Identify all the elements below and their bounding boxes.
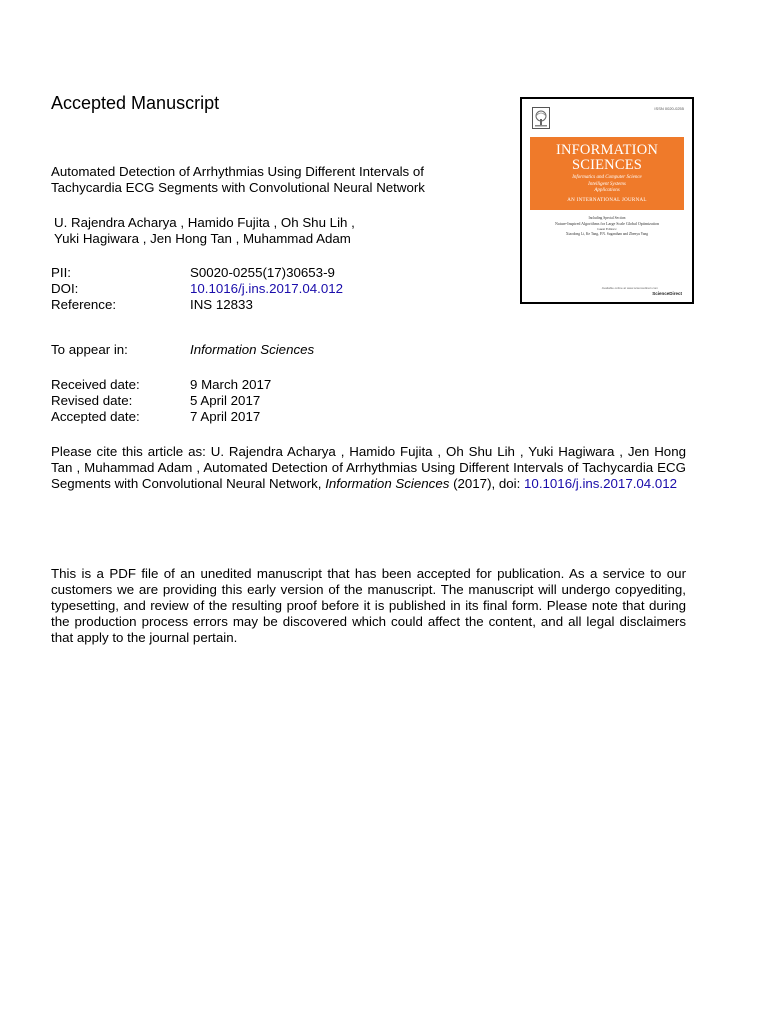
authors-line-2: Yuki Hagiwara , Jen Hong Tan , Muhammad Adam [54, 231, 351, 246]
appear-row [0, 342, 700, 358]
accepted-value: 7 April 2017 [190, 409, 261, 424]
sciencedirect-logo: ScienceDirect [652, 291, 682, 296]
pii-label: PII: [51, 265, 71, 280]
cover-subtitle-2: Intelligent Systems [588, 181, 626, 187]
cover-subtitle-3: Applications [594, 188, 620, 193]
reference-value: INS 12833 [190, 297, 253, 312]
citation-suffix: (2017), doi: [449, 476, 525, 491]
received-label: Received date: [51, 377, 140, 392]
authors-line-1: U. Rajendra Acharya , Hamido Fujita , Oh Shu Lih , [54, 215, 355, 230]
reference-label: Reference: [51, 297, 117, 312]
article-authors [54, 215, 494, 247]
cover-editors-label: Guest Editors: [597, 227, 617, 231]
citation-journal: Information Sciences [325, 476, 450, 491]
cover-subtitle [530, 175, 684, 195]
cover-sd-available: Available online at www.sciencedirect.com [601, 286, 658, 290]
cover-title: INFORMATION SCIENCES [555, 142, 659, 173]
cover-header [522, 99, 692, 137]
citation-text: Please cite this article as: U. Rajendra Acharya , Hamido Fujita , Oh Shu Lih , Yuki Hagiwara , Jen Hong Tan , Muhammad Adam , Automated Detection of Arrhythmias Using Different Intervals of Tachycardia ECG Segments with Convolutional Neural Network, [51, 444, 686, 491]
cover-title-block [530, 137, 684, 210]
revised-row [0, 393, 700, 409]
citation-doi-link[interactable]: 10.1016/j.ins.2017.04.012 [524, 476, 678, 491]
appear-label: To appear in: [51, 342, 128, 357]
accepted-label: Accepted date: [51, 409, 140, 424]
pii-value: S0020-0255(17)30653-9 [190, 265, 335, 280]
article-title: Automated Detection of Arrhythmias Using Different Intervals of Tachycardia ECG Segments with Convolutional Neural Network [51, 164, 425, 195]
received-row [0, 377, 700, 393]
manuscript-heading: Accepted Manuscript [51, 93, 220, 113]
cover-special-title: Nature-Inspired Algorithms for Large Scale Global Optimization [555, 221, 659, 226]
received-value: 9 March 2017 [190, 377, 272, 392]
journal-name: Information Sciences [190, 342, 315, 357]
cover-intl: AN INTERNATIONAL JOURNAL [567, 197, 647, 203]
cover-special-section [530, 216, 684, 237]
cover-special-label: Including Special Section [588, 216, 626, 220]
elsevier-logo-icon [532, 107, 550, 129]
cover-subtitle-1: Informatics and Computer Science [572, 175, 642, 180]
doi-link[interactable]: 10.1016/j.ins.2017.04.012 [190, 281, 344, 296]
cover-editors: Xiaodong Li, Ke Tang, P.N. Suganthan and Zhenyu Yang [565, 232, 649, 236]
journal-cover [520, 97, 694, 304]
citation-paragraph [51, 444, 686, 492]
cover-issn: ISSN 0020-0255 [654, 106, 684, 111]
doi-label: DOI: [51, 281, 79, 296]
manuscript-notice: This is a PDF file of an unedited manuscript that has been accepted for publication. As a service to our customers we are providing this early version of the manuscript. The manuscript will undergo copyediting, typesetting, and review of the resulting proof before it is published in its final form. Please note that during the production process errors may be discovered which could affect the content, and all legal disclaimers that apply to the journal pertain. [51, 566, 686, 645]
revised-label: Revised date: [51, 393, 133, 408]
revised-value: 5 April 2017 [190, 393, 261, 408]
accepted-row [0, 409, 700, 425]
